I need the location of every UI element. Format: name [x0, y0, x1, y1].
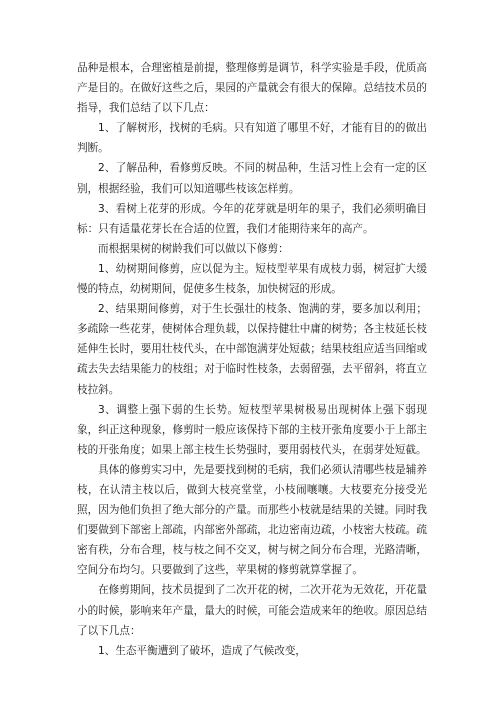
paragraph-fruiting-period: 2、结果期间修剪，对于生长强壮的枝条、饱满的芽，要多加以利用；多疏除一些花芽，使树体合理负载，以保持健壮中庸的树势；各主枝延长枝延伸生长时，要用壮枝代头，在中部饱满芽处短截；结果枝组应适当回缩或疏去失去结果能力的枝组；对于临时性枝条，去弱留强，去平留斜，将直立枝拉斜。 — [77, 303, 427, 396]
paragraph-young-tree: 1、幼树期间修剪，应以促为主。短枝型苹果有成枝力弱，树冠扩大缓慢的特点，幼树期间，促使多生枝条，加快树冠的形成。 — [77, 262, 427, 296]
paragraph-point-1: 1、了解树形，找树的毛病。只有知道了哪里不好，才能有目的的做出判断。 — [77, 122, 427, 155]
paragraph-point-3: 3、看树上花芽的形成。今年的花芽就是明年的果子，我们必须明确目标：只有适量花芽长在合适的位置，我们才能期待来年的高产。 — [77, 202, 427, 235]
paragraph-adjust-growth: 3、调整上强下弱的生长势。短枝型苹果树极易出现树体上强下弱现象，纠正这种现象，修剪时一般应该保持下部的主枝开张角度要小于上部主枝的开张角度；如果上部主枝生长势强时，要用弱枝代头，在弱芽处短截。 — [77, 403, 427, 456]
paragraph-second-bloom: 在修剪期间，技术员提到了二次开花的树，二次开花为无效花，开花量小的时候，影响来年产量，量大的时候，可能会造成来年的绝收。原因总结了以下几点： — [77, 584, 427, 637]
paragraph-age-intro: 而根据果树的树龄我们可以做以下修剪： — [98, 242, 289, 255]
paragraph-intro: 品种是根本，合理密植是前提，整理修剪是调节，科学实验是手段，优质高产是目的。在做好这些之后，果园的产量就会有很大的保障。总结技术员的指导，我们总结了以下几点： — [77, 62, 427, 115]
paragraph-point-2: 2、了解品种，看修剪反映。不同的树品种，生活习性上会有一定的区别，根据经验，我们可以知道哪些枝该怎样剪。 — [77, 162, 427, 195]
paragraph-cause-1: 1、生态平衡遭到了破坏，造成了气候改变， — [98, 644, 307, 657]
paragraph-practice: 具体的修剪实习中，先是要找到树的毛病，我们必须认清哪些枝是辅养枝，在认清主枝以后，做到大枝亮堂堂，小枝闹嚷嚷。大枝要充分接受光照，因为他们负担了绝大部分的产量。而那些小枝就是结果的关键。同时我们要做到下部密上部疏，内部密外部疏，北边密南边疏，小枝密大枝疏。疏密有秩，分布合理，枝与枝之间不交叉，树与树之间分布合理，光路清晰，空间分布均匀。只要做到了这些，苹果树的修剪就算掌握了。 — [77, 463, 427, 577]
document-body — [77, 58, 427, 661]
